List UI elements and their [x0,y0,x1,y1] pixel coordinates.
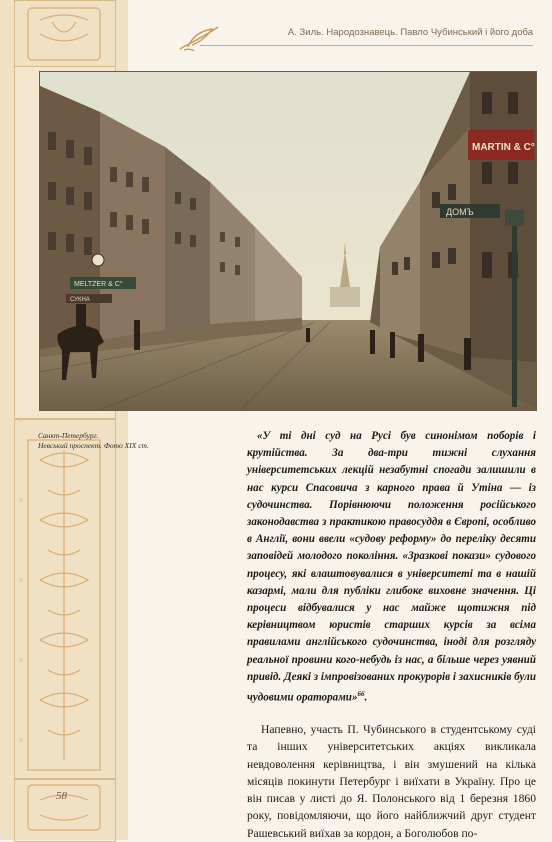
header-rule [200,45,533,46]
caption-line-1: Санкт-Петербург. [38,431,99,440]
quill-logo-icon [178,23,222,53]
page-number: 58 [56,790,67,802]
sign-meltzer: MELTZER & C° [74,281,123,288]
photo-caption [38,431,168,451]
footnote-ref: 66 [357,690,365,699]
main-paragraph: Напевно, участь П. Чубинського в студентському суді та інших університетських акціях викликала невдоволення керівництва, і він змушений на кілька місяців покинути Петербург і виїхати в Україну. Про це він писав у листі до Я. Полонського від 1 березня 1860 року, повідомляючи, що його найближчий друг студент Рашевський виїхав за кордон, а Боголюбов по- [247,722,536,840]
caption-line-2: Невський проспект. Фото XIX ст. [38,441,149,450]
sign-sukna: СУКНА [70,297,90,303]
quote-paragraph: «У ті дні суд на Русі був синонімом поборів і крутійства. За два-три тижні слухання університетських лекцій незабутні спогади залишили в нас курси Спасовича з карного права й Утіна — із судочинства. Порівнюючи положення російського законодавства з практикою правосуддя в Європі, особливо в Англії, вони ввели «судову реформу» до переліку десяти заповідей молодого покоління. «Зразкові покази» судового процесу, які влаштовувалися в університеті та в нашій казармі, мали для публіки глибоке виховне значення. Ці процеси відбувалися у нас майже щотижня під керівництвом юристів старших курсів за всіма правилами англійського судочинства, іноді для розгляду реальної провини кого-небудь із нас, а більше через уявний привід. Деякі з імпровізованих прокурорів і захисників були чудовими ораторами»$^{66}$. [247,430,536,704]
quote-text: «У ті дні суд на Русі був синонімом поборів і крутійства. За два-три тижні слухання університетських лекцій незабутні спогади залишили в нас курси Спасовича з карного права й Утіна — із судочинства. Порівнюючи положення російського законодавства з практикою правосуддя в Європі, особливо в Англії, вони ввели «судову реформу» до переліку десяти заповідей молодого покоління. «Зразкові покази» судового процесу, які влаштовувалися в університеті та в нашій казармі, мали для публіки глибоке виховне значення. Ці процеси відбувалися у нас майже щотижня під керівництвом юристів старших курсів за всіма правилами англійського судочинства, іноді для розгляду реальної провини кого-небудь із нас, а більше через уявний привід. Деякі з імпровізованих прокурорів і захисників були чудовими ораторами» [247,430,536,704]
body-text [247,428,536,842]
sign-dom: ДОМЪ [446,207,474,217]
running-header: А. Зиль. Народознавець. Павло Чубинський і його доба [287,27,533,38]
sign-martin: MARTIN & C° [472,142,535,153]
nevsky-prospect-photo [39,71,537,411]
